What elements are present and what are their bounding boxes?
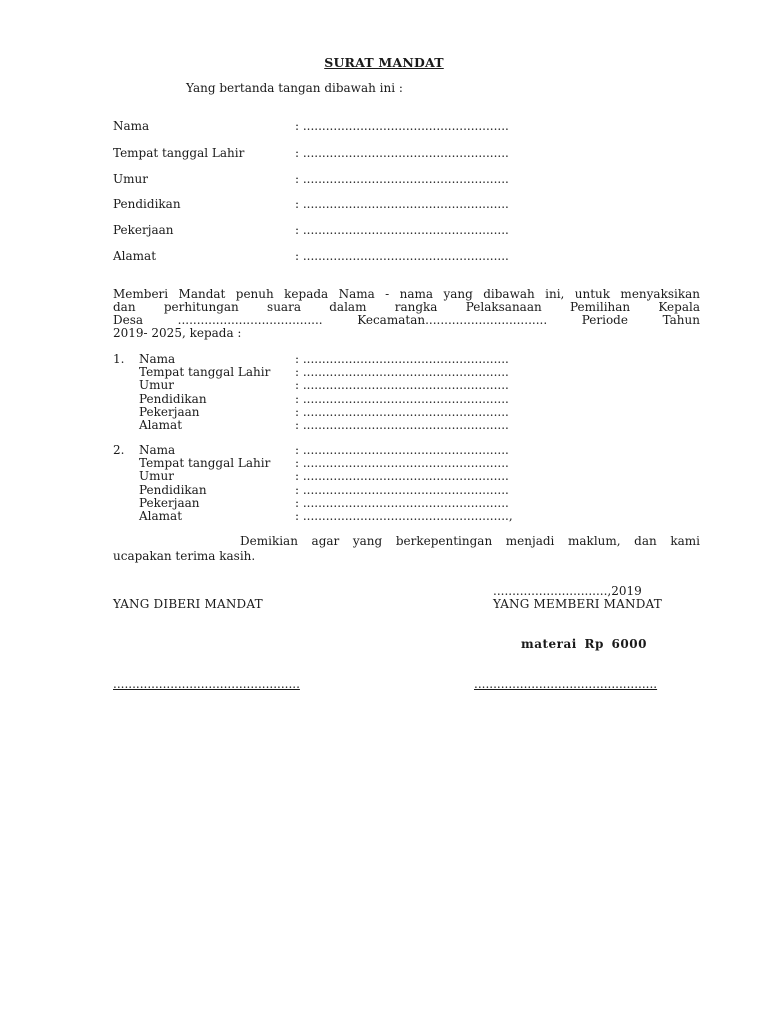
field-label: Alamat [139, 509, 183, 523]
mandate-line: dan perhitungan suara dalam rangka Pelaksanaan Pemilihan Kepala [113, 300, 700, 314]
field-value-blank: : ...................................................... [295, 469, 509, 483]
recipient-1-nama [139, 352, 669, 365]
recipient-2-nama [139, 443, 669, 456]
field-label: Alamat [139, 418, 183, 432]
date-placeholder: ..............................,2019 [493, 584, 642, 598]
field-value-blank: : ...................................................... [295, 365, 509, 379]
field-label: Pendidikan [139, 483, 207, 497]
right-signatory-label: YANG MEMBERI MANDAT [493, 597, 662, 611]
grantor-field-nama [113, 119, 673, 135]
mandate-line: Desa ...................................... Kecamatan................................ Periode Tahun [113, 313, 700, 327]
field-value-blank: : ...................................................... [295, 378, 509, 392]
recipient-number: 1. [113, 352, 125, 366]
mandate-line: Memberi Mandat penuh kepada Nama - nama yang dibawah ini, untuk menyaksikan [113, 287, 700, 301]
closing-line: ucapakan terima kasih. [113, 549, 256, 563]
recipient-2-pendidikan [139, 483, 669, 496]
field-value-blank: : ......................................................, [295, 509, 513, 523]
recipient-1-alamat [139, 418, 669, 431]
closing-line: Demikian agar yang berkepentingan menjadi maklum, dan kami [240, 534, 700, 548]
field-value-blank: : ...................................................... [295, 197, 509, 211]
field-label: Pekerjaan [113, 223, 174, 237]
field-label: Nama [139, 352, 176, 366]
intro-text: Yang bertanda tangan dibawah ini : [186, 81, 403, 95]
grantor-field-ttl [113, 146, 673, 162]
field-label: Pekerjaan [139, 496, 200, 510]
grantor-field-pendidikan [113, 197, 673, 213]
field-label: Pendidikan [139, 392, 207, 406]
closing-paragraph [113, 534, 700, 564]
field-label: Pekerjaan [139, 405, 200, 419]
recipient-number: 2. [113, 443, 125, 457]
field-label: Umur [139, 469, 174, 483]
left-signature-line: ................................................. [113, 677, 300, 691]
right-signature-line: ................................................ [474, 677, 658, 691]
field-label: Umur [113, 172, 148, 186]
field-value-blank: : ...................................................... [295, 443, 509, 457]
field-value-blank: : ...................................................... [295, 352, 509, 366]
field-value-blank: : ...................................................... [295, 483, 509, 497]
field-label: Umur [139, 378, 174, 392]
field-label: Tempat tanggal Lahir [139, 456, 271, 470]
field-label: Pendidikan [113, 197, 181, 211]
document-title: SURAT MANDAT [324, 55, 444, 70]
recipient-2-alamat [139, 509, 669, 522]
field-value-blank: : ...................................................... [295, 223, 509, 237]
field-value-blank: : ...................................................... [295, 392, 509, 406]
field-label: Alamat [113, 249, 157, 263]
field-value-blank: : ...................................................... [295, 496, 509, 510]
recipient-1-umur [139, 378, 669, 391]
stamp-duty-note: materai Rp 6000 [521, 637, 647, 651]
field-value-blank: : ...................................................... [295, 456, 509, 470]
grantor-field-pekerjaan [113, 223, 673, 239]
left-signatory-label: YANG DIBERI MANDAT [113, 597, 263, 611]
field-label: Nama [113, 119, 150, 133]
field-label: Tempat tanggal Lahir [113, 146, 245, 160]
field-value-blank: : ...................................................... [295, 172, 509, 186]
mandate-line: 2019- 2025, kepada : [113, 326, 242, 340]
recipient-1-pekerjaan [139, 405, 669, 418]
field-value-blank: : ...................................................... [295, 119, 509, 133]
grantor-field-umur [113, 172, 673, 188]
grantor-field-alamat [113, 249, 673, 265]
recipient-2-umur [139, 469, 669, 482]
field-label: Tempat tanggal Lahir [139, 365, 271, 379]
recipient-2-ttl [139, 456, 669, 469]
recipient-1-pendidikan [139, 392, 669, 405]
mandate-paragraph [113, 288, 700, 340]
recipient-2-pekerjaan [139, 496, 669, 509]
recipient-1-ttl [139, 365, 669, 378]
field-label: Nama [139, 443, 176, 457]
field-value-blank: : ...................................................... [295, 249, 509, 263]
field-value-blank: : ...................................................... [295, 146, 509, 160]
field-value-blank: : ...................................................... [295, 418, 509, 432]
field-value-blank: : ...................................................... [295, 405, 509, 419]
